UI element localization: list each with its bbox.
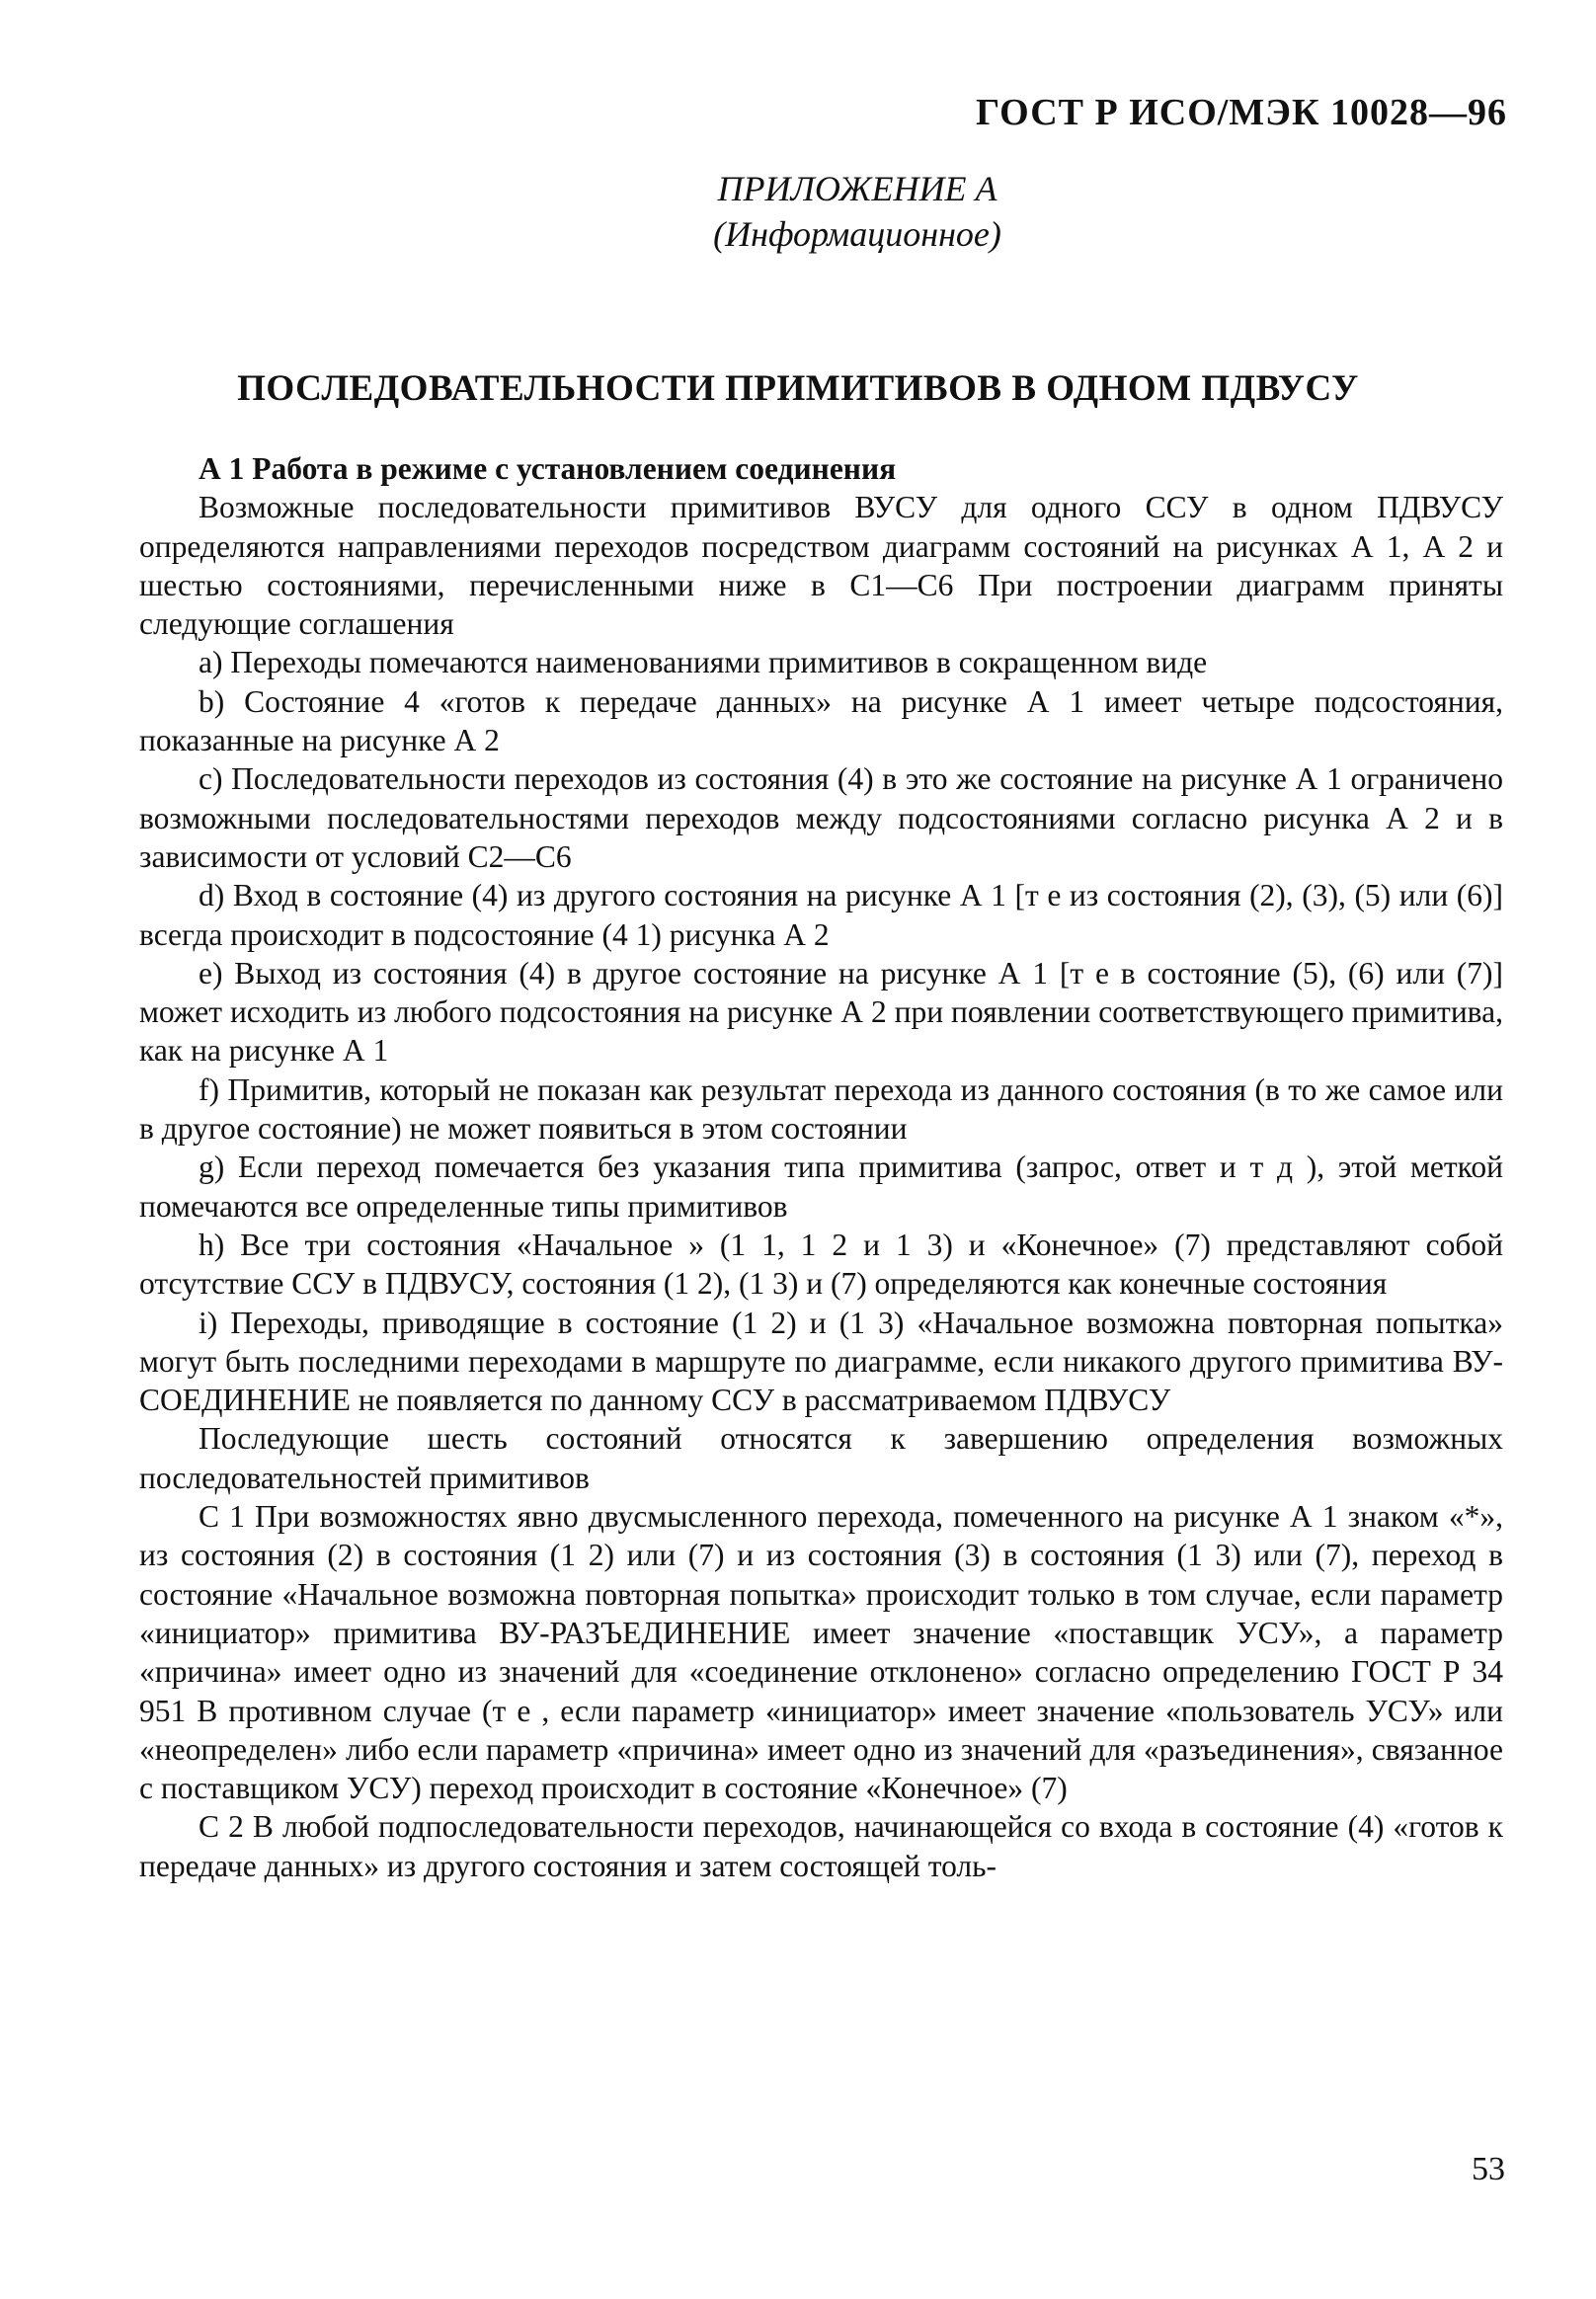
document-body <box>139 449 1503 1885</box>
list-item-b: b) Состояние 4 «готов к передаче данных» на рисунке А 1 имеет четыре подсостояния, показанные на рисунке А 2 <box>139 683 1503 758</box>
list-item-c: c) Последовательности переходов из состояния (4) в это же состояние на рисунке А 1 ограничено возможными последовательностями переходов между подсостояниями согласно рисунка А 2 и в зависимости от условий С2—С6 <box>139 761 1503 874</box>
paragraph: Последующие шесть состояний относятся к завершению определения возможных последовательностей примитивов <box>139 1421 1503 1495</box>
annex-title: ПРИЛОЖЕНИЕ А <box>717 169 998 208</box>
page-number: 53 <box>1472 2151 1505 2187</box>
section-heading: А 1 Работа в режиме с установлением соединения <box>199 451 897 486</box>
list-item-e: e) Выход из состояния (4) в другое состояние на рисунке А 1 [т е в состояние (5), (6) или (7)] может исходить из любого подсостояния на рисунке А 2 при появлении соответствующего примитива, как на рисунке А 1 <box>139 955 1503 1069</box>
list-item-i: i) Переходы, приводящие в состояние (1 2) и (1 3) «Начальное возможна повторная попытка» могут быть последними переходами в маршруте по диаграмме, если никакого другого примитива ВУ-СОЕДИНЕНИЕ не появляется по данному ССУ в рассматриваемом ПДВУСУ <box>139 1305 1503 1418</box>
list-item-d: d) Вход в состояние (4) из другого состояния на рисунке А 1 [т е из состояния (2), (3), (5) или (6)] всегда происходит в подсостояние (4 1) рисунка А 2 <box>139 878 1503 952</box>
list-item-a: a) Переходы помечаются наименованиями примитивов в сокращенном виде <box>199 645 1208 680</box>
document-title: ПОСЛЕДОВАТЕЛЬНОСТИ ПРИМИТИВОВ В ОДНОМ ПДВУСУ <box>237 368 1359 409</box>
list-item-g: g) Если переход помечается без указания типа примитива (запрос, ответ и т д ), этой меткой помечаются все определенные типы примитивов <box>139 1150 1503 1224</box>
annex-status: (Информационное) <box>713 214 1001 254</box>
annex-heading <box>0 166 1596 257</box>
paragraph: Возможные последовательности примитивов ВУСУ для одного ССУ в одном ПДВУСУ определяются направлениями переходов посредством диаграмм состояний на рисунках А 1, А 2 и шестью состояниями, перечисленными ниже в С1—С6 При построении диаграмм приняты следующие соглашения <box>139 490 1503 642</box>
standard-number: ГОСТ Р ИСО/МЭК 10028—96 <box>975 92 1507 133</box>
condition-c2: С 2 В любой подпоследовательности переходов, начинающейся со входа в состояние (4) «готов к передаче данных» из другого состояния и затем состоящей толь- <box>139 1809 1503 1883</box>
condition-c1: С 1 При возможностях явно двусмысленного перехода, помеченного на рисунке А 1 знаком «*», из состояния (2) в состояния (1 2) или (7) и из состояния (3) в состояния (1 3) или (7), переход в состояние «Начальное возможна повторная попытка» происходит только в том случае, если параметр «инициатор» примитива ВУ-РАЗЪЕДИНЕНИЕ имеет значение «поставщик УСУ», а параметр «причина» имеет одно из значений для «соединение отклонено» согласно определению ГОСТ Р 34 951 В противном случае (т е , если параметр «инициатор» имеет значение «пользователь УСУ» или «неопределен» либо если параметр «причина» имеет одно из значений для «разъединения», связанное с поставщиком УСУ) переход происходит в состояние «Конечное» (7) <box>139 1499 1503 1806</box>
list-item-h: h) Все три состояния «Начальное » (1 1, 1 2 и 1 3) и «Конечное» (7) представляют собой отсутствие ССУ в ПДВУСУ, состояния (1 2), (1 3) и (7) определяются как конечные состояния <box>139 1227 1503 1302</box>
list-item-f: f) Примитив, который не показан как результат перехода из данного состояния (в то же самое или в другое состояние) не может появиться в этом состоянии <box>139 1071 1503 1147</box>
